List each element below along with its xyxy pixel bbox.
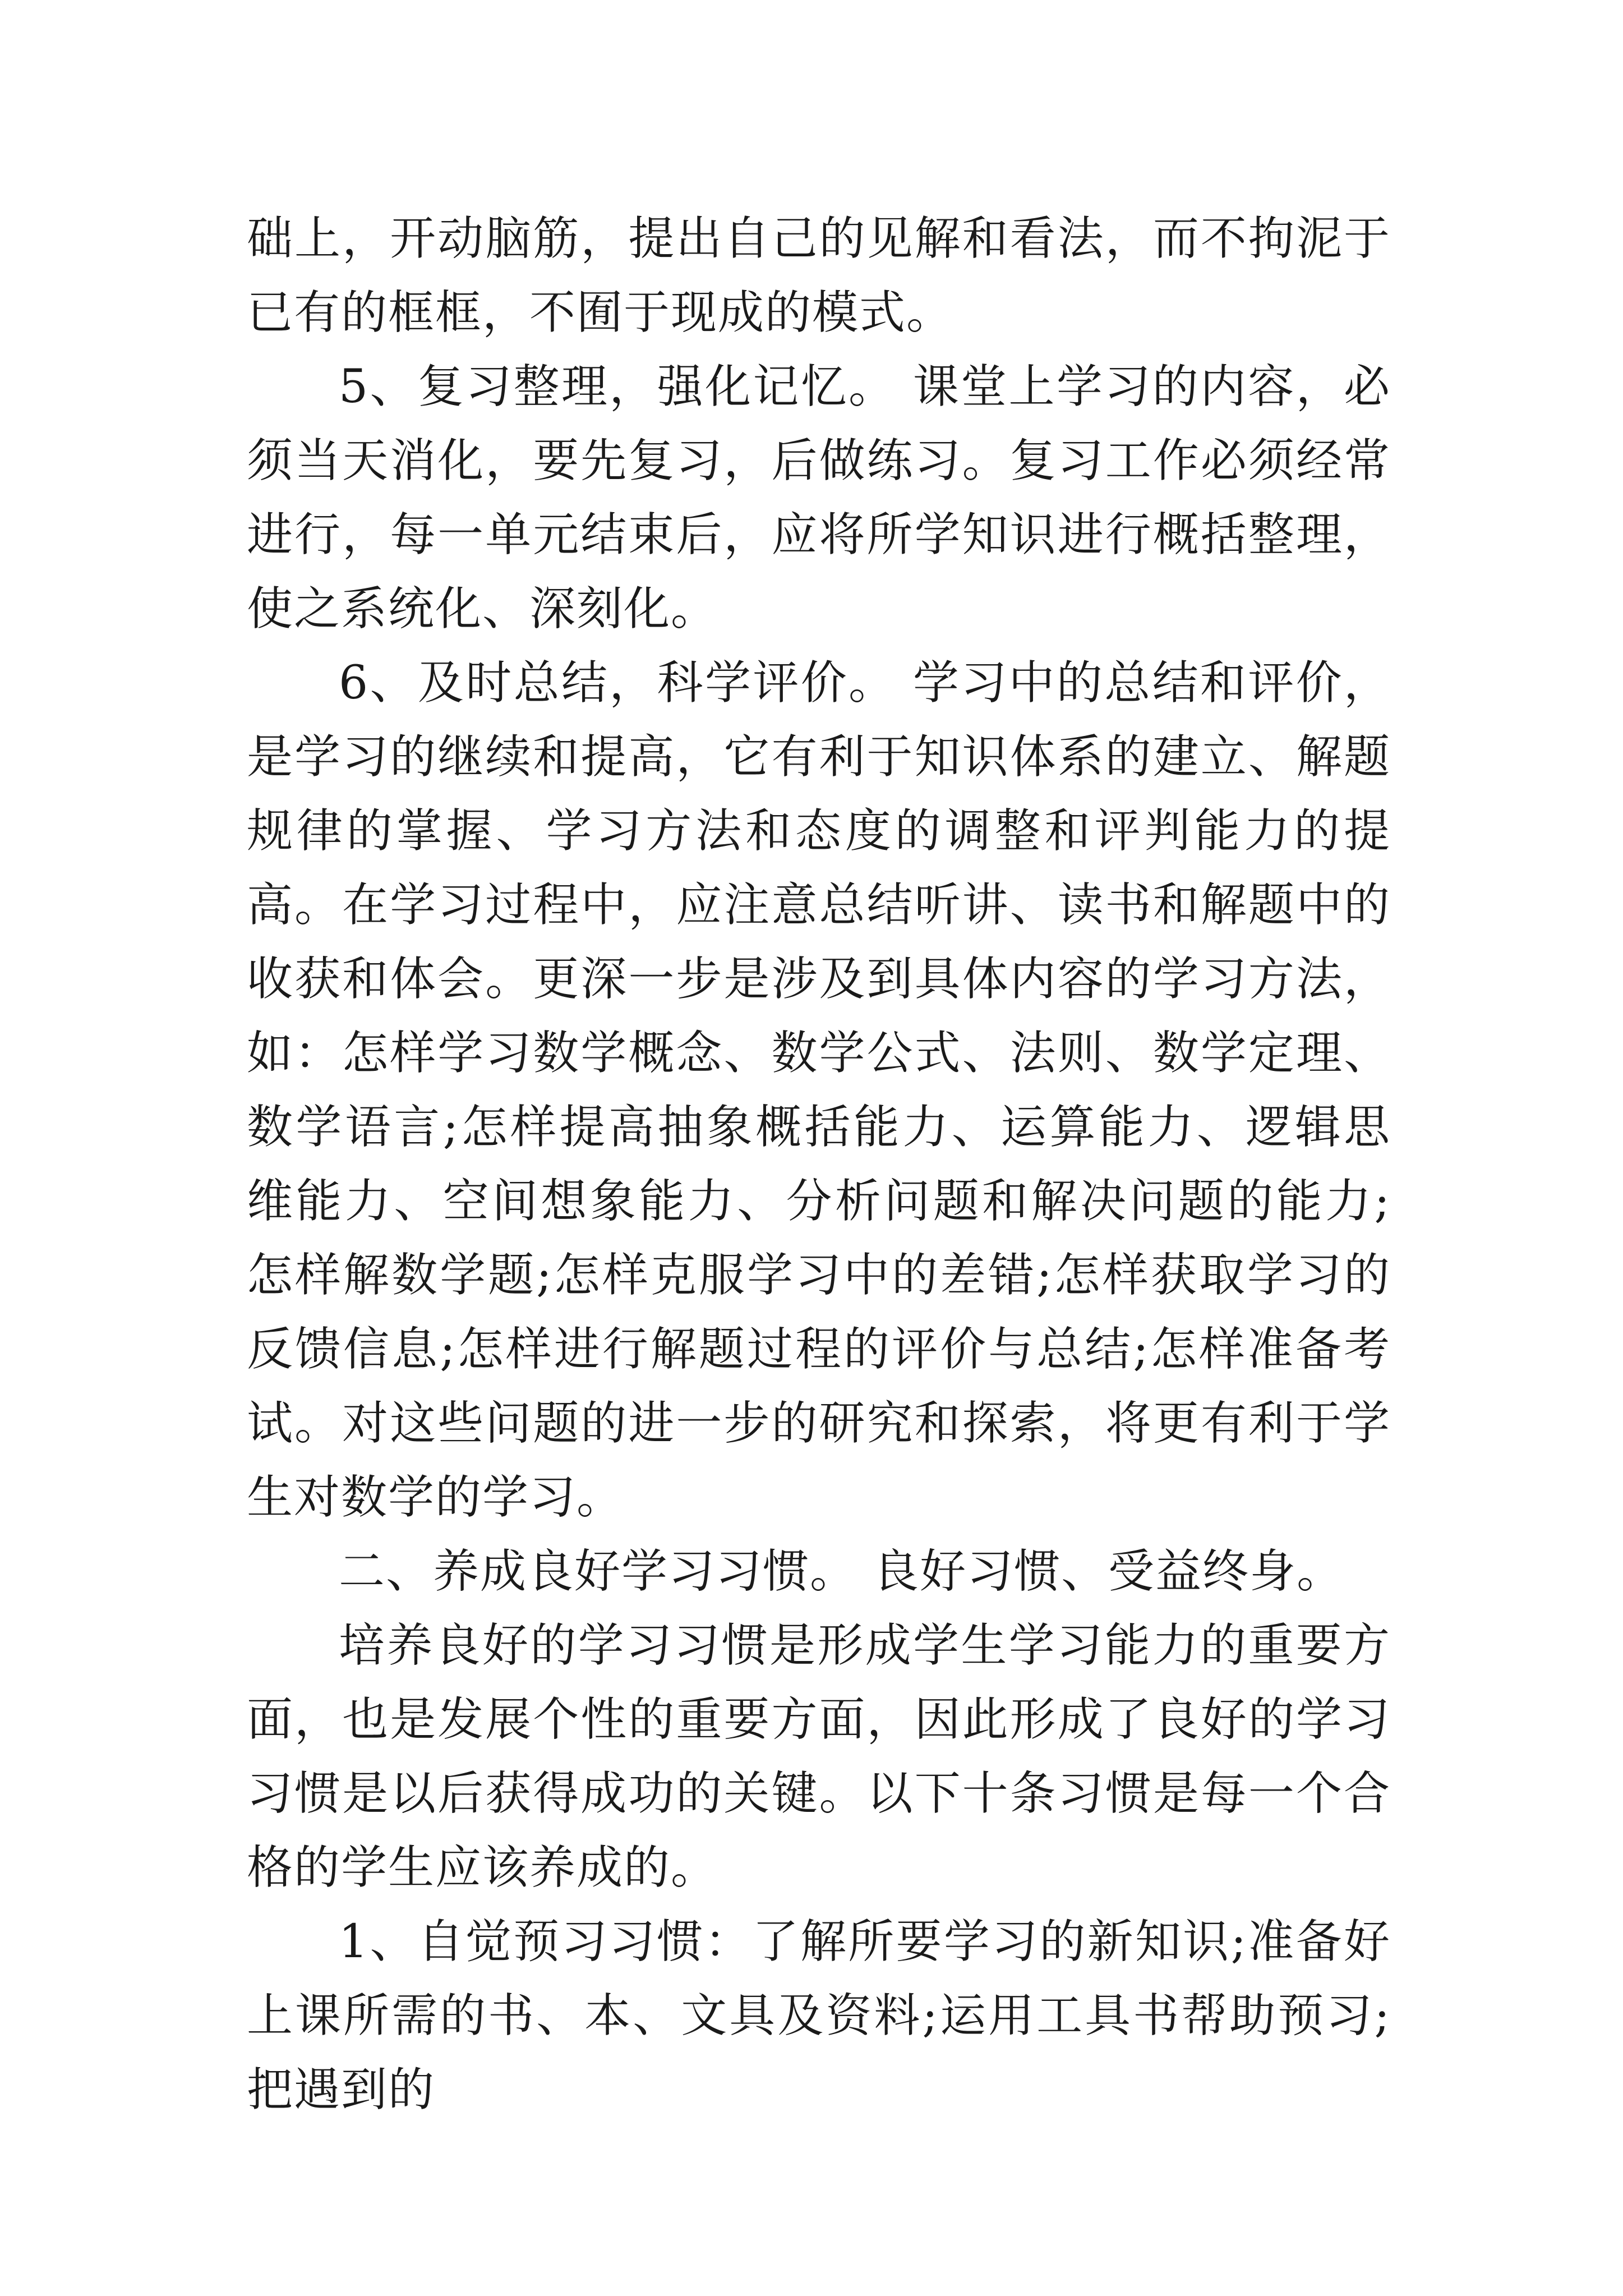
paragraph-habits-intro: 培养良好的学习习惯是形成学生学习能力的重要方面，也是发展个性的重要方面，因此形成了良好的学习习惯是以后获得成功的关键。以下十条习惯是每一个合格的学生应该养成的。 xyxy=(247,1619,1391,1894)
document-body xyxy=(247,202,1391,2127)
paragraph-review-organize: 5、复习整理，强化记忆。 课堂上学习的内容，必须当天消化，要先复习，后做练习。复习工作必须经常进行，每一单元结束后，应将所学知识进行概括整理，使之系统化、深刻化。 xyxy=(247,360,1391,636)
paragraph-summary-evaluation: 6、及时总结，科学评价。 学习中的总结和评价，是学习的继续和提高，它有利于知识体系的建立、解题规律的掌握、学习方法和态度的调整和评判能力的提高。在学习过程中，应注意总结听讲、读书和解题中的收获和体会。更深一步是涉及到具体内容的学习方法，如：怎样学习数学概念、数学公式、法则、数学定理、数学语言;怎样提高抽象概括能力、运算能力、逻辑思维能力、空间想象能力、分析问题和解决问题的能力;怎样解数学题;怎样克服学习中的差错;怎样获取学习的反馈信息;怎样进行解题过程的评价与总结;怎样准备考试。对这些问题的进一步的研究和探索，将更有利于学生对数学的学习。 xyxy=(247,656,1391,1524)
paragraph-continuation: 础上，开动脑筋，提出自己的见解和看法，而不拘泥于已有的框框，不囿于现成的模式。 xyxy=(247,212,1391,339)
paragraph-preview-habit: 1、自觉预习习惯：了解所要学习的新知识;准备好上课所需的书、本、文具及资料;运用工具书帮助预习;把遇到的 xyxy=(247,1915,1391,2116)
section-heading-good-habits: 二、养成良好学习习惯。 良好习惯、受益终身。 xyxy=(339,1545,1344,1598)
